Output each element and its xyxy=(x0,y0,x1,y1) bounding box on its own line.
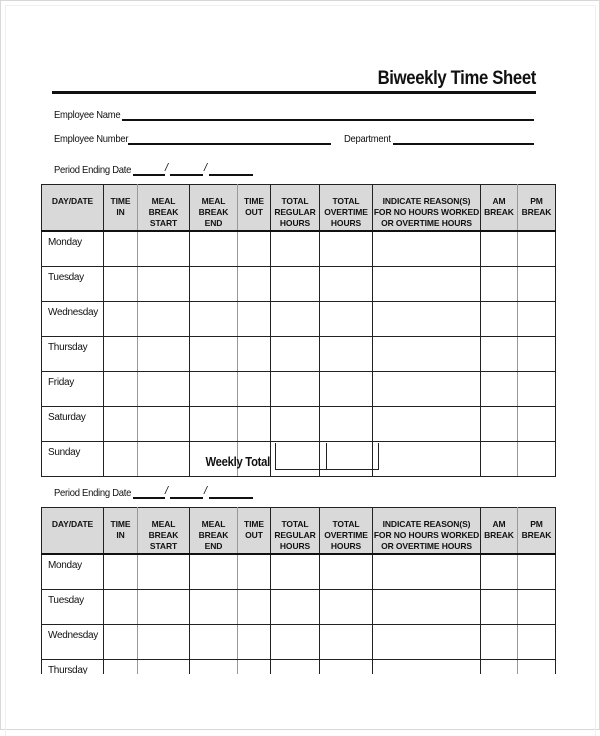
weekly-total-label: Weekly Total xyxy=(205,455,270,469)
cell-total-regular-hours[interactable] xyxy=(271,660,320,675)
cell-time-out[interactable] xyxy=(238,660,271,675)
cell-total-overtime-hours[interactable] xyxy=(320,625,373,660)
col-header-meal-break-end: MEAL BREAK END xyxy=(190,185,238,232)
cell-meal-break-end[interactable] xyxy=(190,337,238,372)
table-row xyxy=(42,407,556,442)
cell-meal-break-start[interactable] xyxy=(138,590,190,625)
cell-am-break[interactable] xyxy=(481,267,518,302)
cell-time-in[interactable] xyxy=(104,337,138,372)
cell-total-regular-hours[interactable] xyxy=(271,554,320,590)
col-header-reason: INDICATE REASON(S) FOR NO HOURS WORKED OR OVERTIME HOURS xyxy=(373,185,481,232)
date-separator: / xyxy=(165,485,169,497)
cell-reason[interactable] xyxy=(373,660,481,675)
cell-total-regular-hours[interactable] xyxy=(271,231,320,267)
day-label: Monday xyxy=(42,554,104,590)
cell-total-overtime-hours[interactable] xyxy=(320,554,373,590)
cell-reason[interactable] xyxy=(373,625,481,660)
period-year-field[interactable] xyxy=(209,174,253,176)
day-label: Saturday xyxy=(42,407,104,442)
col-header-total-regular-hours: TOTAL REGULAR HOURS xyxy=(271,508,320,555)
cell-time-in[interactable] xyxy=(104,660,138,675)
cell-meal-break-end[interactable] xyxy=(190,267,238,302)
period2-year-field[interactable] xyxy=(209,497,253,499)
cell-pm-break[interactable] xyxy=(518,302,556,337)
weekly-total-overtime-hours[interactable] xyxy=(325,443,379,470)
cell-time-out[interactable] xyxy=(238,337,271,372)
col-header-day-date: DAY/DATE xyxy=(42,508,104,555)
cell-meal-break-end[interactable] xyxy=(190,372,238,407)
cell-pm-break[interactable] xyxy=(518,660,556,675)
cell-time-out[interactable] xyxy=(238,407,271,442)
cell-total-regular-hours[interactable] xyxy=(271,590,320,625)
cell-pm-break[interactable] xyxy=(518,442,556,477)
employee-name-field[interactable] xyxy=(122,119,534,121)
cell-time-in[interactable] xyxy=(104,442,138,477)
cell-time-in[interactable] xyxy=(104,302,138,337)
cell-pm-break[interactable] xyxy=(518,590,556,625)
period-day-field[interactable] xyxy=(170,174,203,176)
period-ending-label: Period Ending Date xyxy=(54,164,132,176)
day-label: Monday xyxy=(42,231,104,267)
employee-number-label: Employee Number xyxy=(54,133,129,145)
cell-total-overtime-hours[interactable] xyxy=(320,231,373,267)
cell-meal-break-start[interactable] xyxy=(138,302,190,337)
col-header-time-out: TIME OUT xyxy=(238,508,271,555)
document-title: Biweekly Time Sheet xyxy=(377,68,536,89)
title-rule xyxy=(52,91,536,94)
cell-am-break[interactable] xyxy=(481,442,518,477)
week2-table-viewport xyxy=(0,500,600,674)
col-header-pm-break: PM BREAK xyxy=(518,185,556,232)
period2-month-field[interactable] xyxy=(133,497,165,499)
timesheet-table-week1 xyxy=(41,184,556,477)
date-separator: / xyxy=(165,162,169,174)
cell-pm-break[interactable] xyxy=(518,554,556,590)
cell-am-break[interactable] xyxy=(481,554,518,590)
cell-am-break[interactable] xyxy=(481,231,518,267)
cell-meal-break-end[interactable] xyxy=(190,231,238,267)
col-header-total-overtime-hours: TOTAL OVERTIME HOURS xyxy=(320,508,373,555)
cell-reason[interactable] xyxy=(373,372,481,407)
cell-time-in[interactable] xyxy=(104,372,138,407)
cell-reason[interactable] xyxy=(373,554,481,590)
cell-pm-break[interactable] xyxy=(518,625,556,660)
day-label: Wednesday xyxy=(42,625,104,660)
cell-time-out[interactable] xyxy=(238,554,271,590)
cell-meal-break-end[interactable] xyxy=(190,625,238,660)
cell-total-overtime-hours[interactable] xyxy=(320,267,373,302)
cell-meal-break-start[interactable] xyxy=(138,372,190,407)
period2-day-field[interactable] xyxy=(170,497,203,499)
cell-time-in[interactable] xyxy=(104,590,138,625)
date-separator: / xyxy=(204,162,208,174)
table-header-row xyxy=(42,508,556,555)
cell-am-break[interactable] xyxy=(481,590,518,625)
table-row xyxy=(42,302,556,337)
cell-pm-break[interactable] xyxy=(518,337,556,372)
cell-total-overtime-hours[interactable] xyxy=(320,372,373,407)
cell-reason[interactable] xyxy=(373,590,481,625)
cell-meal-break-end[interactable] xyxy=(190,660,238,675)
col-header-time-in: TIME IN xyxy=(104,508,138,555)
cell-meal-break-start[interactable] xyxy=(138,231,190,267)
cell-total-regular-hours[interactable] xyxy=(271,302,320,337)
table-row xyxy=(42,267,556,302)
cell-time-in[interactable] xyxy=(104,625,138,660)
col-header-total-regular-hours: TOTAL REGULAR HOURS xyxy=(271,185,320,232)
day-label: Wednesday xyxy=(42,302,104,337)
cell-time-out[interactable] xyxy=(238,590,271,625)
cell-pm-break[interactable] xyxy=(518,267,556,302)
cell-total-regular-hours[interactable] xyxy=(271,267,320,302)
date-separator: / xyxy=(204,485,208,497)
day-label: Friday xyxy=(42,372,104,407)
cell-total-regular-hours[interactable] xyxy=(271,407,320,442)
cell-am-break[interactable] xyxy=(481,372,518,407)
cell-time-in[interactable] xyxy=(104,407,138,442)
cell-time-out[interactable] xyxy=(238,625,271,660)
table-row xyxy=(42,660,556,675)
cell-time-in[interactable] xyxy=(104,267,138,302)
col-header-pm-break: PM BREAK xyxy=(518,508,556,555)
cell-meal-break-start[interactable] xyxy=(138,407,190,442)
department-label: Department xyxy=(344,133,391,145)
cell-meal-break-start[interactable] xyxy=(138,625,190,660)
cell-reason[interactable] xyxy=(373,302,481,337)
cell-meal-break-start[interactable] xyxy=(138,267,190,302)
table-row xyxy=(42,625,556,660)
cell-am-break[interactable] xyxy=(481,407,518,442)
cell-reason[interactable] xyxy=(373,337,481,372)
cell-reason[interactable] xyxy=(373,442,481,477)
cell-total-overtime-hours[interactable] xyxy=(320,302,373,337)
col-header-am-break: AM BREAK xyxy=(481,508,518,555)
cell-time-out[interactable] xyxy=(238,267,271,302)
department-field[interactable] xyxy=(393,143,534,145)
cell-time-out[interactable] xyxy=(238,302,271,337)
col-header-am-break: AM BREAK xyxy=(481,185,518,232)
cell-meal-break-start[interactable] xyxy=(138,337,190,372)
day-label: Sunday xyxy=(42,442,104,477)
table-row xyxy=(42,372,556,407)
cell-total-overtime-hours[interactable] xyxy=(320,660,373,675)
table-row xyxy=(42,337,556,372)
col-header-total-overtime-hours: TOTAL OVERTIME HOURS xyxy=(320,185,373,232)
period-ending-label-week2: Period Ending Date xyxy=(54,487,132,499)
cell-pm-break[interactable] xyxy=(518,407,556,442)
cell-total-overtime-hours[interactable] xyxy=(320,407,373,442)
cell-am-break[interactable] xyxy=(481,302,518,337)
cell-time-in[interactable] xyxy=(104,231,138,267)
table-header-row xyxy=(42,185,556,232)
day-label: Thursday xyxy=(42,337,104,372)
cell-total-overtime-hours[interactable] xyxy=(320,337,373,372)
col-header-meal-break-end: MEAL BREAK END xyxy=(190,508,238,555)
cell-time-in[interactable] xyxy=(104,554,138,590)
employee-number-field[interactable] xyxy=(128,143,331,145)
cell-meal-break-start[interactable] xyxy=(138,660,190,675)
table-row xyxy=(42,590,556,625)
col-header-time-in: TIME IN xyxy=(104,185,138,232)
cell-meal-break-end[interactable] xyxy=(190,554,238,590)
cell-meal-break-end[interactable] xyxy=(190,407,238,442)
cell-am-break[interactable] xyxy=(481,337,518,372)
col-header-reason: INDICATE REASON(S) FOR NO HOURS WORKED OR OVERTIME HOURS xyxy=(373,508,481,555)
col-header-day-date: DAY/DATE xyxy=(42,185,104,232)
cell-total-regular-hours[interactable] xyxy=(271,337,320,372)
day-label: Tuesday xyxy=(42,267,104,302)
day-label: Thursday xyxy=(42,660,104,675)
cell-pm-break[interactable] xyxy=(518,231,556,267)
col-header-meal-break-start: MEAL BREAK START xyxy=(138,185,190,232)
period-month-field[interactable] xyxy=(133,174,165,176)
cell-time-out[interactable] xyxy=(238,372,271,407)
cell-total-overtime-hours[interactable] xyxy=(320,590,373,625)
cell-time-out[interactable] xyxy=(238,231,271,267)
cell-reason[interactable] xyxy=(373,231,481,267)
employee-name-label: Employee Name xyxy=(54,109,121,121)
day-label: Tuesday xyxy=(42,590,104,625)
cell-meal-break-end[interactable] xyxy=(190,302,238,337)
cell-total-regular-hours[interactable] xyxy=(271,625,320,660)
col-header-time-out: TIME OUT xyxy=(238,185,271,232)
cell-meal-break-start[interactable] xyxy=(138,554,190,590)
cell-meal-break-end[interactable] xyxy=(190,590,238,625)
timesheet-table-week2 xyxy=(41,507,556,674)
table-row xyxy=(42,231,556,267)
cell-total-regular-hours[interactable] xyxy=(271,372,320,407)
table-row xyxy=(42,554,556,590)
col-header-meal-break-start: MEAL BREAK START xyxy=(138,508,190,555)
cell-reason[interactable] xyxy=(373,407,481,442)
cell-am-break[interactable] xyxy=(481,625,518,660)
cell-pm-break[interactable] xyxy=(518,372,556,407)
weekly-total-regular-hours[interactable] xyxy=(275,443,327,470)
cell-reason[interactable] xyxy=(373,267,481,302)
cell-am-break[interactable] xyxy=(481,660,518,675)
